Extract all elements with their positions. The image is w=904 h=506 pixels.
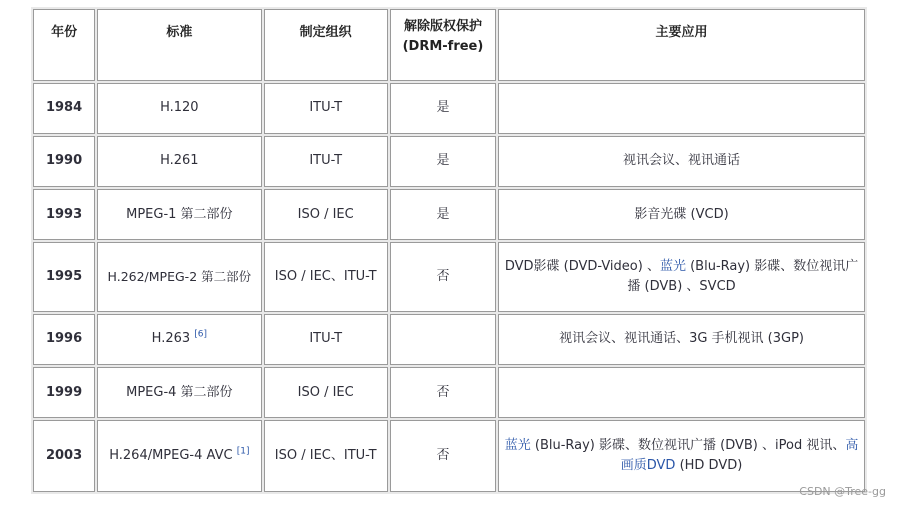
cell-year: 1984 [33, 83, 95, 134]
cell-organization: ITU-T [264, 314, 388, 365]
table-row [33, 136, 865, 187]
cell-application [498, 420, 865, 492]
header-year: 年份 [33, 9, 95, 81]
standard-text: H.263 [151, 331, 191, 347]
header-drm-line2: (DRM-free) [402, 39, 484, 54]
cell-year: 1990 [33, 136, 95, 187]
application-text: 影音光碟 (VCD) [634, 206, 729, 222]
video-standards-table [31, 7, 867, 494]
cell-standard [97, 83, 261, 134]
application-link-bluray[interactable]: 蓝光 [659, 259, 686, 275]
cell-standard [97, 367, 261, 418]
cell-application [498, 136, 865, 187]
cell-drm: 是 [390, 136, 496, 187]
cell-standard [97, 420, 261, 492]
cell-standard [97, 242, 261, 312]
table-row [33, 420, 865, 492]
cell-standard [97, 314, 261, 365]
application-text: (Blu-Ray) 影碟、数位视讯广播 (DVB) 、SVCD [627, 259, 859, 295]
cell-drm: 否 [390, 367, 496, 418]
cell-application [498, 189, 865, 240]
cell-year: 1996 [33, 314, 95, 365]
cell-drm: 否 [390, 242, 496, 312]
cell-organization: ITU-T [264, 136, 388, 187]
cell-organization: ISO / IEC、ITU-T [264, 242, 388, 312]
standard-link[interactable]: MPEG-1 第二部份 [126, 206, 233, 222]
cell-organization: ISO / IEC [264, 367, 388, 418]
application-link[interactable]: 视讯会议、视讯通话、3G 手机视讯 (3GP) [559, 331, 804, 347]
cell-application [498, 242, 865, 312]
cell-application [498, 314, 865, 365]
application-text: (Blu-Ray) 影碟、数位视讯广播 (DVB) 、iPod 视讯、 [530, 438, 846, 454]
watermark: CSDN @Tree-gg [799, 485, 886, 498]
application-text: DVD影碟 (DVD-Video) 、 [504, 259, 660, 275]
header-drm-free [390, 9, 496, 81]
header-organization: 制定组织 [264, 9, 388, 81]
table-row [33, 314, 865, 365]
header-row [33, 9, 865, 81]
standard-text: H.264/MPEG-4 AVC [109, 448, 233, 464]
header-standard: 标准 [97, 9, 261, 81]
cell-year: 1993 [33, 189, 95, 240]
cell-year: 1999 [33, 367, 95, 418]
cell-standard [97, 189, 261, 240]
cell-year: 2003 [33, 420, 95, 492]
cell-application [498, 367, 865, 418]
cell-application [498, 83, 865, 134]
standard-link[interactable]: MPEG-4 第二部份 [126, 384, 233, 400]
application-text: (HD DVD) [675, 458, 743, 474]
standard-text: H.120 [160, 100, 199, 116]
cell-standard [97, 136, 261, 187]
cell-year: 1995 [33, 242, 95, 312]
application-link-hddvd[interactable]: 高画质DVD [620, 438, 859, 474]
standards-table-container [31, 7, 867, 494]
cell-drm: 是 [390, 83, 496, 134]
cell-organization: ISO / IEC、ITU-T [264, 420, 388, 492]
header-drm-line1: 解除版权保护 [403, 19, 482, 34]
cell-organization: ISO / IEC [264, 189, 388, 240]
cell-drm: 是 [390, 189, 496, 240]
cell-organization: ITU-T [264, 83, 388, 134]
application-link[interactable]: 视讯会议、视讯通话 [623, 153, 741, 169]
table-row [33, 189, 865, 240]
table-row [33, 367, 865, 418]
application-link-bluray[interactable]: 蓝光 [504, 438, 531, 454]
footnote-ref[interactable]: [1] [236, 446, 250, 457]
cell-drm [390, 314, 496, 365]
cell-drm: 否 [390, 420, 496, 492]
standard-link[interactable]: H.262/MPEG-2 第二部份 [107, 269, 252, 285]
standard-text: H.261 [160, 153, 199, 169]
table-row [33, 83, 865, 134]
table-row [33, 242, 865, 312]
header-applications: 主要应用 [498, 9, 865, 81]
footnote-ref[interactable]: [6] [194, 330, 208, 341]
